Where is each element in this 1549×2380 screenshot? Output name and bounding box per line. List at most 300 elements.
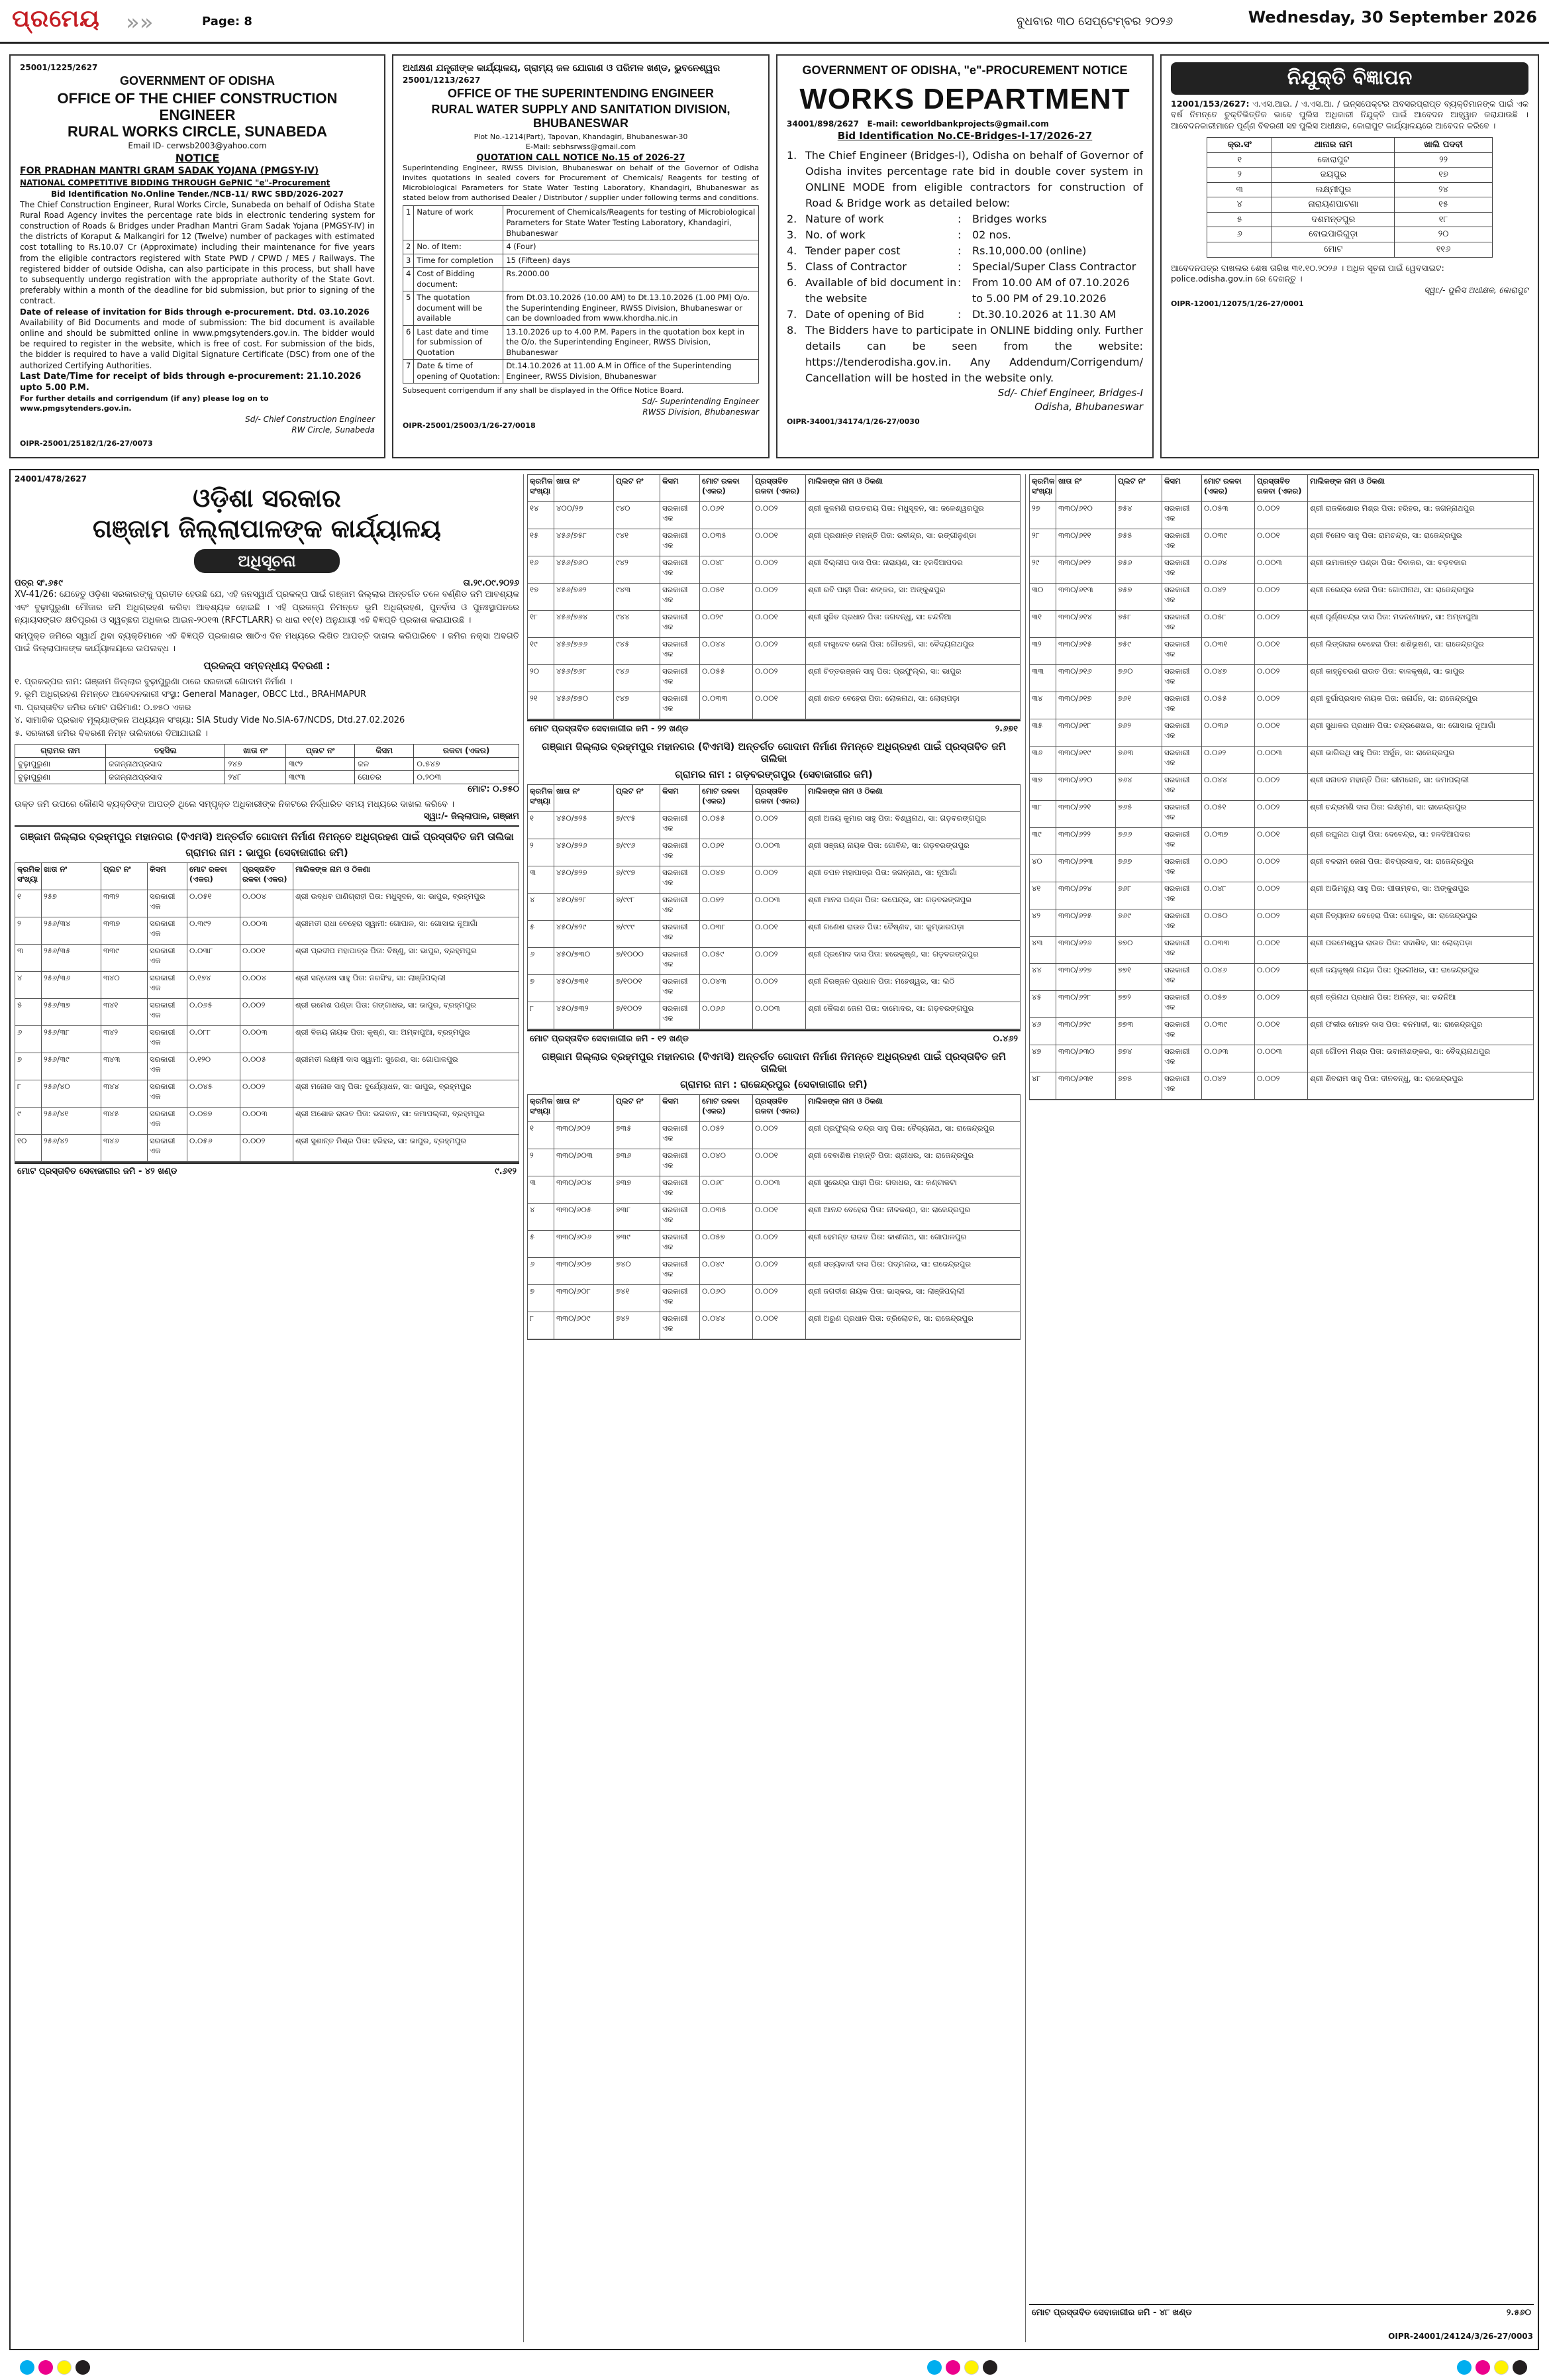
vacancy-header: କ୍ର.ସଂ — [1207, 138, 1272, 153]
proposed-area-cell: ୦.୦୦୨ — [753, 665, 806, 692]
ganjam-column-2 — [527, 474, 1021, 2342]
proposed-area-cell: ୦.୦୦୨ — [240, 1135, 293, 1161]
table-row — [528, 611, 1020, 638]
owner-cell: ଶ୍ରୀ ସନ୍ତୋଷ ସାହୁ ପିତା: ନରସିଂହ, ସା: ଲାଞ୍ଜିପଲ୍ଲୀ — [295, 972, 446, 982]
ganjam-signature: ସ୍ୱା:/- ଜିଲ୍ଲାପାଳ, ଗଞ୍ଜାମ — [423, 811, 519, 821]
proposed-area-cell: ୦.୦୦୩ — [753, 894, 806, 920]
wd-item-num: 4. — [787, 244, 797, 258]
owner-cell: ଶ୍ରୀ ତ୍ରିନାଥ ପ୍ରଧାନ ପିତା: ଅନନ୍ତ, ସା: ଚନ୍ଦନିଆ — [1310, 992, 1456, 1002]
wd-item-num: 6. — [787, 276, 797, 289]
owner-cell: ଶ୍ରୀମତୀ ଲକ୍ଷ୍ମୀ ଦାସ ସ୍ୱାମୀ: ସୁରେଶ, ସା: ଗୋପାଳପୁର — [295, 1054, 458, 1064]
land-header-cell: ଖାତା ନଂ — [42, 863, 101, 890]
small-table-cell: ୩୯୨ — [285, 758, 354, 771]
quotation-value: 4 (Four) — [503, 240, 759, 254]
ganjam-list-title: ଗଞ୍ଜାମ ଜିଲ୍ଲାର ବ୍ରହ୍ମପୁର ମହାନଗର (ବିଏମସି) ଅନ୍ତର୍ଗତ ଗୋଦାମ ନିର୍ମାଣ ନିମନ୍ତେ ଅଧିଗ୍ରହଣ ପାଇଁ ପ୍ରସ୍ତାବିତ ଜମି ତାଲିକା — [15, 825, 519, 843]
quotation-value: 15 (Fifteen) days — [503, 254, 759, 268]
column-divider — [1025, 474, 1026, 2342]
wd-item-key: No. of work — [805, 229, 866, 242]
notice-oipr: OIPR-25001/25182/1/26-27/0073 — [20, 439, 153, 448]
table-row — [528, 665, 1020, 692]
land-header-cell: ମୋଟ ରକବା (ଏକର) — [1202, 475, 1255, 501]
owner-cell: ଶ୍ରୀ କାହ୍ନୁଚରଣ ରାଉତ ପିତା: ବାଳକୃଷ୍ଣ, ସା: ଭାପୁର — [1310, 666, 1464, 676]
kisam-cell: ସରକାରୀ ଏକ — [1162, 1018, 1202, 1045]
total-area-cell: ୦.୦୩୯ — [1202, 1018, 1255, 1045]
registration-cyan — [1457, 2360, 1472, 2375]
vacancy-cell: ଜୟପୁର — [1272, 168, 1395, 183]
serial-cell: ୩୬ — [1030, 747, 1056, 773]
land-table-header — [528, 475, 1020, 502]
vacancy-cell: ବୋଇପାରିଗୁଡ଼ା — [1272, 227, 1395, 242]
land-header-cell: ପ୍ରସ୍ତାବିତ ରକବା (ଏକର) — [240, 863, 293, 890]
small-table-cell: ୨୪୮ — [225, 771, 285, 784]
table-row — [528, 975, 1020, 1002]
total-area-cell: ୦.୦୫୫ — [700, 665, 753, 692]
serial-cell: ୨୦ — [528, 665, 554, 692]
mid-subtotal-label: ମୋଟ ପ୍ରସ୍ତାବିତ ସେବାଜାଗୀର ଜମି - ୨୨ ଖଣ୍ଡ — [530, 724, 689, 734]
notice-body: Superintending Engineer, RWSS Division, Bhubaneswar on behalf of the Governor of Odisha invites quotations in sealed covers for Procurement of Chemicals/ Reagents for testing of Microbiological Parameters for State Water Testing Laboratory, Khandagiri, Bhubaneswar as stated below from authorised Dealer / Distributor / supplier under following terms and conditions. — [403, 164, 760, 202]
serial-cell: ୧୪ — [528, 502, 554, 529]
owner-cell: ଶ୍ରୀ କୈଳାଶ ଜେନା ପିତା: ଦାମୋଦର, ସା: ଗଡ଼ବରଙ୍ଗପୁର — [808, 1004, 974, 1013]
total-area-cell: ୦.୦୪୯ — [700, 1258, 753, 1284]
mid-table-1 — [527, 474, 1021, 720]
owner-cell: ଶ୍ରୀ ସୁଶାନ୍ତ ମିଶ୍ର ପିତା: ହରିହର, ସା: ଭାପୁର, ବ୍ରହ୍ମପୁର — [295, 1135, 466, 1145]
vacancy-row — [1207, 212, 1493, 227]
total-area-cell: ୦.୦୩୩ — [700, 692, 753, 719]
vacancy-cell: ମୋଟ — [1272, 242, 1395, 257]
owner-cell: ଶ୍ରୀ ସୁଜିତ ପ୍ରଧାନ ପିତା: ଜଗବନ୍ଧୁ, ସା: ଚନ୍ଦନିଆ — [808, 612, 952, 621]
khata-cell: ୪୫୬/୭୬୬ — [554, 638, 614, 664]
kisam-cell: ସରକାରୀ ଏକ — [660, 975, 700, 1002]
table-row — [15, 1108, 519, 1135]
total-area-cell: ୦.୦୪୪ — [1202, 774, 1255, 800]
khata-cell: ୩୩୦/୬୦୨ — [554, 1122, 614, 1149]
owner-cell: ଶ୍ରୀ ଦୁର୍ଗାପ୍ରସାଦ ନାୟକ ପିତା: ଜନାର୍ଦ୍ଦନ, ସା: ରାଜେନ୍ଦ୍ରପୁର — [1310, 694, 1478, 703]
plot-cell: ୩୩୨ — [101, 890, 148, 917]
small-table-cell: ୩୯୩ — [285, 771, 354, 784]
khata-cell: ୨୫୬/୪୨ — [42, 1135, 101, 1161]
quotation-key: Nature of work — [414, 206, 503, 240]
quotation-key: Cost of Bidding document: — [414, 268, 503, 291]
table-row — [528, 948, 1020, 975]
total-area-cell: ୦.୦୫୧ — [1202, 801, 1255, 827]
vacancy-cell: ୬ — [1207, 227, 1272, 242]
total-area-cell: ୦.୦୩୫ — [700, 1204, 753, 1230]
wd-item-colon: : — [958, 276, 962, 289]
owner-cell: ଶ୍ରୀ ଜଗଦୀଶ ନାୟକ ପିତା: ଭାସ୍କର, ସା: ଲାଞ୍ଜିପଲ୍ଲୀ — [808, 1286, 965, 1296]
total-area-cell: ୦.୦୬୧ — [700, 839, 753, 866]
notice-body: ଏ.ଏସ.ଆଇ. / ଏ.ଏସ.ଆ. / ଇନ୍ସପେକ୍ଟର ଅବସରପ୍ରାପ୍ତ ବ୍ୟକ୍ତିମାନଙ୍କ ପାଇଁ ଏକ ବର୍ଷ ନିମନ୍ତେ ଚୁକ୍ତିଭିତ୍ତିକ ଭାବେ ପୁଲିସ ଅଧିକାରୀ ନିଯୁକ୍ତି ପାଇଁ ଆବେଦନ ଆହ୍ୱାନ କରାଯାଉଛି । ଆବେଦନକାରୀମାନେ ପୂର୍ଣ୍ଣ ବିବରଣୀ ସହ ପୁଲିସ ଅଧୀକ୍ଷକ, କୋରାପୁଟ କାର୍ଯ୍ୟାଳୟରେ ଆବେଦନ କରିବେ । — [1171, 98, 1528, 131]
small-table-cell: ଗୋଚର — [355, 771, 414, 784]
serial-cell: ୨ — [528, 839, 554, 866]
serial-cell: ୩୩ — [1030, 665, 1056, 692]
proposed-area-cell: ୦.୦୦୨ — [240, 999, 293, 1025]
notice-recruitment — [1160, 54, 1539, 458]
ganjam-section-head: ପ୍ରକଳ୍ପ ସମ୍ବନ୍ଧୀୟ ବିବରଣୀ : — [203, 659, 330, 672]
serial-cell: ୩ — [15, 945, 42, 971]
proposed-area-cell: ୦.୦୦୨ — [753, 1285, 806, 1312]
notice-subsequent: Subsequent corrigendum if any shall be displayed in the Office Notice Board. — [403, 386, 684, 395]
ganjam-point: ୫. ସରକାରୀ ଜମିର ବିବରଣୀ ନିମ୍ନ ତାଲିକାରେ ଦିଆଯାଇଛି । — [15, 728, 208, 739]
proposed-area-cell: ୦.୦୦୨ — [1255, 665, 1308, 692]
quotation-row — [403, 325, 759, 360]
notice-works-department — [776, 54, 1154, 458]
wd-item-key: Class of Contractor — [805, 260, 907, 274]
notice-signature-office: Odisha, Bhubaneswar — [1034, 400, 1143, 413]
wd-item-num: 2. — [787, 213, 797, 226]
owner-cell: ଶ୍ରୀ ହେମନ୍ତ ରାଉତ ପିତା: କାଶୀନାଥ, ସା: ଗୋପାଳପୁର — [808, 1232, 967, 1241]
wd-item-value: From 10.00 AM of 07.10.2026 to 5.00 PM of 29.10.2026 — [972, 276, 1130, 305]
ganjam-small-total: ମୋଟ: ୦.୭୫୦ — [468, 784, 519, 795]
quotation-value: Procurement of Chemicals/Reagents for testing of Microbiological Parameters for State Water Testing Laboratory, Khandagiri, Bhubaneswar — [503, 206, 759, 240]
quotation-key: The quotation document will be available — [414, 291, 503, 326]
land-header-cell: ପ୍ଲଟ ନଂ — [614, 475, 660, 501]
kisam-cell: ସରକାରୀ ଏକ — [660, 665, 700, 692]
serial-cell: ୧ — [528, 1122, 554, 1149]
land-header-cell: କିସମ — [660, 1095, 700, 1121]
serial-cell: ୫ — [15, 999, 42, 1025]
khata-cell: ୨୫୬/୩୯ — [42, 1053, 101, 1080]
small-table-cell: ବୁଢ଼ାପୁରୁଣା — [15, 771, 106, 784]
vacancy-header: ଥାନାର ନାମ — [1272, 138, 1395, 153]
serial-cell: ୪୭ — [1030, 1045, 1056, 1072]
owner-cell: ଶ୍ରୀ ଦେବାଶିଷ ମହାନ୍ତି ପିତା: ଶ୍ରୀଧର, ସା: ରାଜେନ୍ଦ୍ରପୁର — [808, 1151, 974, 1160]
registration-black — [75, 2360, 90, 2375]
mid-subtotal2-value: ୦.୪୬୨ — [993, 1034, 1018, 1044]
registration-yellow — [1494, 2360, 1509, 2375]
notice-availability: Availability of Bid Documents and mode of submission: The bid document is available online and should be submitted online in www.pmgsytenders.gov.in. The bidder would be required to register in the website, which is free of cost. For submission of the bids, the bidder is required to have a valid Digital Signature Certificate (DSC) from one of the authorized Certifying Authorities. — [20, 317, 375, 370]
plot-cell: ୭୪୦ — [614, 1258, 660, 1284]
owner-cell: ଶ୍ରୀ ସୁଧାକର ପ୍ରଧାନ ପିତା: ଚନ୍ଦ୍ରଶେଖର, ସା: ଗୋସାଇ ନୂଆଗାଁ — [1310, 721, 1496, 730]
kisam-cell: ସରକାରୀ ଏକ — [1162, 855, 1202, 882]
owner-cell: ଶ୍ରୀ ନିତ୍ୟାନନ୍ଦ ବେହେରା ପିତା: ଗୋକୁଳ, ସା: ରାଜେନ୍ଦ୍ରପୁର — [1310, 911, 1477, 920]
proposed-area-cell: ୦.୦୦୧ — [1255, 719, 1308, 746]
kisam-cell: ସରକାରୀ ଏକ — [660, 584, 700, 610]
owner-cell: ଶ୍ରୀ ପ୍ରଫୁଲ୍ଲ ଚନ୍ଦ୍ର ସାହୁ ପିତା: ବୈଦ୍ୟନାଥ, ସା: ରାଜେନ୍ଦ୍ରପୁର — [808, 1123, 995, 1133]
proposed-area-cell: ୦.୦୦୨ — [753, 556, 806, 583]
small-table-cell: ଜଗନ୍ନାଥପ୍ରସାଦ — [106, 771, 225, 784]
proposed-area-cell: ୦.୦୦୫ — [240, 1053, 293, 1080]
mid-village3: ଗ୍ରାମର ନାମ : ରାଜେନ୍ଦ୍ରପୁର (ସେବାଜାଗୀର ଜମି) — [680, 1078, 868, 1090]
quotation-no: 1 — [403, 206, 414, 240]
proposed-area-cell: ୦.୦୦୩ — [1255, 747, 1308, 773]
land-header-cell: କିସମ — [148, 863, 187, 890]
serial-cell: ୩୭ — [1030, 774, 1056, 800]
land-header-cell: ପ୍ଲଟ ନଂ — [101, 863, 148, 890]
proposed-area-cell: ୦.୦୦୩ — [240, 917, 293, 944]
table-row — [528, 584, 1020, 611]
notice-bid-id: Bid Identification No.Online Tender./NCB-11/ RWC SBD/2026-2027 — [51, 189, 344, 199]
total-area-cell: ୦.୦୬୦ — [700, 1285, 753, 1312]
owner-cell: ଶ୍ରୀ ତପନ ମହାପାତ୍ର ପିତା: ଜଗନ୍ନାଥ, ସା: ନୂଆଗାଁ — [808, 868, 957, 877]
khata-cell: ୩୩୦/୬୨୯ — [1056, 1018, 1116, 1045]
khata-cell: ୩୩୦/୬୦୬ — [554, 1231, 614, 1257]
owner-cell: ଶ୍ରୀ ଚନ୍ଦ୍ରମଣି ଦାସ ପିତା: ଲକ୍ଷ୍ମଣ, ସା: ରାଜେନ୍ଦ୍ରପୁର — [1310, 802, 1467, 811]
total-area-cell: ୦.୦୫୩ — [1202, 502, 1255, 529]
proposed-area-cell: ୦.୦୦୪ — [240, 890, 293, 917]
vacancy-cell: ୧୫ — [1395, 197, 1493, 213]
table-row — [15, 1080, 519, 1108]
khata-cell: ୨୫୬/୩୪ — [42, 917, 101, 944]
ganjam-closing: ଉକ୍ତ ଜମି ଉପରେ କୌଣସି ବ୍ୟକ୍ତିଙ୍କ ଆପତ୍ତି ଥିଲେ ସମ୍ପୃକ୍ତ ଅଧିକାରୀଙ୍କ ନିକଟରେ ନିର୍ଦ୍ଧାରିତ ସମୟ ମଧ୍ୟରେ ଦାଖଲ କରିବେ । — [15, 800, 454, 810]
total-area-cell: ୦.୦୬୮ — [700, 1176, 753, 1203]
plot-cell: ୩୪୨ — [101, 1026, 148, 1053]
kisam-cell: ସରକାରୀ ଏକ — [660, 502, 700, 529]
wd-item — [787, 307, 1143, 323]
total-area-cell: ୦.୦୪୨ — [1202, 1072, 1255, 1099]
plot-cell: ୭୭୨ — [1116, 991, 1162, 1017]
land-header-cell: ମାଲିକଙ୍କ ନାମ ଓ ଠିକଣା — [808, 476, 883, 486]
total-area-cell: ୦.୦୬୩ — [1202, 1045, 1255, 1072]
owner-cell: ଶ୍ରୀ ଅରୁଣ ପ୍ରଧାନ ପିତା: ତ୍ରିଲୋଚନ, ସା: ରାଜେନ୍ଦ୍ରପୁର — [808, 1314, 974, 1323]
total-area-cell: ୦.୦୩୧ — [1202, 638, 1255, 664]
kisam-cell: ସରକାରୀ ଏକ — [148, 1108, 187, 1134]
quotation-value: from Dt.03.10.2026 (10.00 AM) to Dt.13.10.2026 (1.00 PM) O/o. the Superintending Engineer, RWSS Division, Bhubaneswar or can be downloaded from www.khordha.nic.in — [503, 291, 759, 326]
land-table-header — [15, 863, 519, 890]
khata-cell: ୪୫୬/୭୭୦ — [554, 692, 614, 719]
owner-cell: ଶ୍ରୀ ସତ୍ୟବାଦୀ ଦାସ ପିତା: ପଦ୍ମନାଭ, ସା: ରାଜେନ୍ଦ୍ରପୁର — [808, 1259, 972, 1268]
plot-cell: ୭/୯୯୭ — [614, 866, 660, 893]
serial-cell: ୬ — [528, 1258, 554, 1284]
khata-cell: ୩୩୦/୬୦୯ — [554, 1312, 614, 1339]
owner-cell: ଶ୍ରୀ ଦିଲ୍ଲୀପ ଦାସ ପିତା: ନାରାୟଣ, ସା: ହଳଦିଆପଦର — [808, 558, 963, 567]
plot-cell: ୩୪୧ — [101, 999, 148, 1025]
total-area-cell: ୦.୦୬୦ — [1202, 855, 1255, 882]
notice-email: E-Mail: sebhsrwss@gmail.com — [525, 142, 636, 151]
total-area-cell: ୦.୦୭୨ — [700, 894, 753, 920]
quotation-key: No. of Item: — [414, 240, 503, 254]
right-total-row — [1029, 2304, 1534, 2320]
plot-cell: ୭୬୩ — [1116, 747, 1162, 773]
column-divider — [523, 474, 524, 2342]
small-table-header: ତହସିଲ — [106, 745, 225, 758]
plot-cell: ୭/୯୯୮ — [614, 894, 660, 920]
total-area-cell: ୦.୦୩୩ — [1202, 937, 1255, 963]
table-row — [528, 894, 1020, 921]
plot-cell: ୭୫୪ — [1116, 502, 1162, 529]
owner-cell: ଶ୍ରୀ ଉମାକାନ୍ତ ପଣ୍ଡା ପିତା: ଦିବାକର, ସା: ବଡ଼ବଜାର — [1310, 558, 1467, 567]
khata-cell: ୩୩୦/୬୩୧ — [1056, 1072, 1116, 1099]
vacancy-row — [1207, 168, 1493, 183]
land-header-cell: ମାଲିକଙ୍କ ନାମ ଓ ଠିକଣା — [1310, 476, 1385, 486]
mid-list2-title: ଗଞ୍ଜାମ ଜିଲ୍ଲାର ବ୍ରହ୍ମପୁର ମହାନଗର (ବିଏମସି) ଅନ୍ତର୍ଗତ ଗୋଦାମ ନିର୍ମାଣ ନିମନ୍ତେ ଅଧିଗ୍ରହଣ ପାଇଁ ପ୍ରସ୍ତାବିତ ଜମି ତାଲିକା — [542, 741, 1006, 764]
owner-cell: ଶ୍ରୀ ସନାତନ ମହାନ୍ତି ପିତା: ଭୀମସେନ, ସା: କମାପଲ୍ଲୀ — [1310, 775, 1470, 784]
serial-cell: ୨୯ — [1030, 556, 1056, 583]
vacancy-row — [1207, 242, 1493, 257]
owner-cell: ଶ୍ରୀ ବିନୋଦ ସାହୁ ପିତା: ରାମଚନ୍ଦ୍ର, ସା: ରାଜେନ୍ଦ୍ରପୁର — [1310, 531, 1462, 540]
proposed-area-cell: ୦.୦୦୨ — [1255, 991, 1308, 1017]
vacancy-row — [1207, 152, 1493, 168]
kisam-cell: ସରକାରୀ ଏକ — [148, 999, 187, 1025]
proposed-area-cell: ୦.୦୦୨ — [1255, 964, 1308, 990]
notice-oipr: OIPR-34001/34174/1/26-27/0030 — [787, 417, 920, 426]
serial-cell: ୪୨ — [1030, 909, 1056, 936]
date-odia: ବୁଧବାର ୩୦ ସେପ୍ଟେମ୍ବର ୨୦୨୬ — [1017, 15, 1174, 28]
table-row — [528, 1258, 1020, 1285]
proposed-area-cell: ୦.୦୦୨ — [753, 812, 806, 839]
proposed-area-cell: ୦.୦୦୩ — [240, 1026, 293, 1053]
vacancy-cell: ୫ — [1207, 212, 1272, 227]
plot-cell: ୩୪୦ — [101, 972, 148, 998]
total-area-cell: ୦.୦୫୯ — [700, 948, 753, 974]
notice-oipr: OIPR-25001/25003/1/26-27/0018 — [403, 421, 536, 431]
khata-cell: ୩୩୦/୬୧୧ — [1056, 529, 1116, 556]
owner-cell: ଶ୍ରୀ କୁଳମଣି ରାଉତରାୟ ପିତା: ମଧୁସୂଦନ, ସା: ଜଳେଶ୍ୱରପୁର — [808, 503, 984, 513]
total-area-cell: ୦.୦୪୪ — [700, 1312, 753, 1339]
kisam-cell: ସରକାରୀ ଏକ — [660, 921, 700, 947]
notice-scheme: FOR PRADHAN MANTRI GRAM SADAK YOJANA (PMGSY-IV) — [20, 166, 319, 177]
notice-oipr: OIPR-12001/12075/1/26-27/0001 — [1171, 299, 1304, 309]
kisam-cell: ସରକାରୀ ଏକ — [660, 1204, 700, 1230]
proposed-area-cell: ୦.୦୦୧ — [1255, 638, 1308, 664]
serial-cell: ୬ — [528, 948, 554, 974]
notice-further: For further details and corrigendum (if any) please log on to www.pmgsytenders.gov.in. — [20, 393, 269, 413]
plot-cell: ୭୭୪ — [1116, 1045, 1162, 1072]
kisam-cell: ସରକାରୀ ଏକ — [660, 894, 700, 920]
small-table-header: ଗ୍ରାମର ନାମ — [15, 745, 106, 758]
notice-release: Date of release of invitation for Bids through e-procurement. Dtd. 03.10.2026 — [20, 307, 370, 317]
serial-cell: ୪୩ — [1030, 937, 1056, 963]
khata-cell: ୨୫୬/୩୭ — [42, 999, 101, 1025]
wd-item — [787, 243, 1143, 259]
vacancy-cell: ୧୧୬ — [1395, 242, 1493, 257]
notice-head: ନିଯୁକ୍ତି ବିଜ୍ଞାପନ — [1171, 62, 1528, 95]
plot-cell: ୯୪୭ — [614, 692, 660, 719]
plot-cell: ୩୪୪ — [101, 1080, 148, 1107]
quotation-value: Rs.2000.00 — [503, 268, 759, 291]
land-header-cell: ଖାତା ନଂ — [554, 1095, 614, 1121]
vacancy-cell: ୩ — [1207, 182, 1272, 197]
khata-cell: ୩୩୦/୬୨୩ — [1056, 855, 1116, 882]
table-row — [1030, 692, 1533, 719]
owner-cell: ଶ୍ରୀ ଅଭିମନ୍ୟୁ ସାହୁ ପିତା: ପୀତାମ୍ବର, ସା: ଅଙ୍କୁଶପୁର — [1310, 884, 1470, 893]
kisam-cell: ସରକାରୀ ଏକ — [148, 945, 187, 971]
proposed-area-cell: ୦.୦୦୨ — [753, 866, 806, 893]
khata-cell: ୪୫୬/୭୬୦ — [554, 556, 614, 583]
proposed-area-cell: ୦.୦୦୧ — [753, 611, 806, 637]
quotation-no: 4 — [403, 268, 414, 291]
total-area-cell: ୦.୦୫୨ — [700, 1122, 753, 1149]
total-area-cell: ୦.୦୬୨ — [1202, 747, 1255, 773]
land-table-header — [1030, 475, 1533, 502]
table-row — [528, 1176, 1020, 1204]
registration-magenta — [38, 2360, 53, 2375]
owner-cell: ଶ୍ରୀ ଅଜୟ କୁମାର ସାହୁ ପିତା: ବିଶ୍ୱନାଥ, ସା: ଗଡ଼ବରଙ୍ଗପୁର — [808, 813, 986, 823]
khata-cell: ୩୩୦/୬୧୩ — [1056, 584, 1116, 610]
ganjam-point: ୪. ସାମାଜିକ ପ୍ରଭାବ ମୂଲ୍ୟାଙ୍କନ ଅଧ୍ୟୟନ ସଂଖ୍ୟା: SIA Study Vide No.SIA-67/NCDS, Dtd.27.02.2026 — [15, 715, 405, 726]
notice-address: Plot No.-1214(Part), Tapovan, Khandagiri, Bhubaneswar-30 — [474, 132, 688, 141]
kisam-cell: ସରକାରୀ ଏକ — [1162, 882, 1202, 909]
table-row — [15, 945, 519, 972]
table-row — [528, 1204, 1020, 1231]
chevron-icon: »» — [126, 9, 154, 36]
notice-qn: QUOTATION CALL NOTICE No.15 of 2026-27 — [476, 152, 685, 163]
land-header-cell: ପ୍ରସ୍ତାବିତ ରକବା (ଏକର) — [1255, 475, 1308, 501]
plot-cell: ୩୩୯ — [101, 945, 148, 971]
owner-cell: ଶ୍ରୀ ଆନନ୍ଦ ବେହେରା ପିତା: ନୀଳକଣ୍ଠ, ସା: ରାଜେନ୍ଦ୍ରପୁର — [808, 1205, 971, 1214]
plot-cell: ୯୪୦ — [614, 502, 660, 529]
plot-cell: ୭୭୦ — [1116, 937, 1162, 963]
registration-yellow — [57, 2360, 72, 2375]
ganjam-letter-no: ପତ୍ର ସଂ.୬୫୯ — [15, 578, 63, 589]
wd-item-8: 8. The Bidders have to participate in ONLINE bidding only. Further details can be seen from the website: https://tenderodisha.gov.in. Any Addendum/Corrigendum/ Cancellation will be hosted in the website only. — [787, 324, 1143, 385]
khata-cell: ୪୫୬/୭୫୮ — [554, 529, 614, 556]
table-row — [15, 972, 519, 999]
table-row — [1030, 828, 1533, 855]
notice-ref: 25001/1225/2627 — [20, 63, 98, 72]
land-header-cell: ମାଲିକଙ୍କ ନାମ ଓ ଠିକଣା — [295, 864, 371, 874]
proposed-area-cell: ୦.୦୦୨ — [1255, 882, 1308, 909]
plot-cell: ୯୪୨ — [614, 556, 660, 583]
serial-cell: ୪ — [15, 972, 42, 998]
owner-cell: ଶ୍ରୀ ନିରଞ୍ଜନ ପ୍ରଧାନ ପିତା: ମହେଶ୍ୱର, ସା: ଲଠି — [808, 976, 955, 986]
kisam-cell: ସରକାରୀ ଏକ — [1162, 611, 1202, 637]
total-area-cell: ୦.୦୫୭ — [700, 1231, 753, 1257]
serial-cell: ୧୦ — [15, 1135, 42, 1161]
wd-item-key: Date of opening of Bid — [805, 308, 924, 321]
khata-cell: ୩୩୦/୬୨୭ — [1056, 964, 1116, 990]
khata-cell: ୩୩୦/୬୦୩ — [554, 1149, 614, 1176]
total-area-cell: ୦.୦୪୨ — [1202, 584, 1255, 610]
serial-cell: ୪୫ — [1030, 991, 1056, 1017]
serial-cell: ୨୭ — [1030, 502, 1056, 529]
plot-cell: ୯୪୪ — [614, 611, 660, 637]
notice-odia-head: ଅଧୀକ୍ଷଣ ଯନ୍ତ୍ରୀଙ୍କ କାର୍ଯ୍ୟାଳୟ, ଗ୍ରାମ୍ୟ ଜଳ ଯୋଗାଣ ଓ ପରିମଳ ଖଣ୍ଡ, ଭୁବନେଶ୍ୱର — [403, 63, 721, 74]
plot-cell: ୭୫୬ — [1116, 556, 1162, 583]
total-area-cell: ୦.୦୪୫ — [187, 1080, 240, 1107]
vacancy-cell: ଦଶମନ୍ତପୁର — [1272, 212, 1395, 227]
serial-cell: ୭ — [15, 1053, 42, 1080]
table-row — [1030, 556, 1533, 584]
notice-note: ଆବେଦନପତ୍ର ଦାଖଲର ଶେଷ ତାରିଖ ୩୧.୧୦.୨୦୨୬ । ଅଧିକ ସୂଚନା ପାଇଁ ୱେବସାଇଟ: police.odisha.gov.in ରେ ଦେଖନ୍ତୁ । — [1171, 262, 1444, 284]
small-table-header: କିସମ — [355, 745, 414, 758]
total-area-cell: ୦.୦୫୮ — [1202, 611, 1255, 637]
notice-ncb: NATIONAL COMPETITIVE BIDDING THROUGH GePNIC "e"-Procurement — [20, 178, 330, 188]
mid-list3-title: ଗଞ୍ଜାମ ଜିଲ୍ଲାର ବ୍ରହ୍ମପୁର ମହାନଗର (ବିଏମସି) ଅନ୍ତର୍ଗତ ଗୋଦାମ ନିର୍ମାଣ ନିମନ୍ତେ ଅଧିଗ୍ରହଣ ପାଇଁ ପ୍ରସ୍ତାବିତ ଜମି ତାଲିକା — [542, 1051, 1006, 1074]
kisam-cell: ସରକାରୀ ଏକ — [660, 839, 700, 866]
table-row — [15, 1053, 519, 1080]
small-table-cell: ଜଳ — [355, 758, 414, 771]
notice-cce-sunabeda — [9, 54, 385, 458]
notice-ref: 12001/153/2627: — [1171, 98, 1250, 109]
plot-cell: ୩୪୫ — [101, 1108, 148, 1134]
proposed-area-cell: ୦.୦୦୨ — [753, 638, 806, 664]
quotation-table — [403, 205, 759, 384]
notice-gov: GOVERNMENT OF ODISHA — [119, 74, 275, 88]
plot-cell: ୭୬୨ — [1116, 719, 1162, 746]
mid-village2: ଗ୍ରାମର ନାମ : ଗଡ଼ବରଙ୍ଗପୁର (ସେବାଜାଗୀର ଜମି) — [675, 768, 873, 780]
proposed-area-cell: ୦.୦୦୧ — [753, 1312, 806, 1339]
plot-cell: ୭/୧୦୦୨ — [614, 1002, 660, 1029]
plot-cell: ୭/୧୦୦୦ — [614, 948, 660, 974]
notice-signature: Sd/- Chief Engineer, Bridges-I — [997, 387, 1143, 399]
table-row — [15, 1026, 519, 1053]
land-header-cell: ପ୍ରସ୍ତାବିତ ରକବା (ଏକର) — [753, 1095, 806, 1121]
quotation-no: 3 — [403, 254, 414, 268]
registration-cyan — [927, 2360, 942, 2375]
wd-item-1: 1. The Chief Engineer (Bridges-I), Odisha on behalf of Governor of Odisha invites percentage rate bid in double cover system in ONLINE MODE from eligible contractors for construction of Road & Bridge work as detailed below: — [787, 149, 1143, 210]
owner-cell: ଶ୍ରୀ ଫକୀର ମୋହନ ଦାସ ପିତା: ବନମାଳୀ, ସା: ରାଜେନ୍ଦ୍ରପୁର — [1310, 1019, 1483, 1029]
proposed-area-cell: ୦.୦୦୩ — [753, 1176, 806, 1203]
proposed-area-cell: ୦.୦୦୧ — [1255, 529, 1308, 556]
land-header-cell: ପ୍ରସ୍ତାବିତ ରକବା (ଏକର) — [753, 785, 806, 811]
serial-cell: ୩୫ — [1030, 719, 1056, 746]
khata-cell: ୨୫୬/୩୬ — [42, 972, 101, 998]
wd-item-value: Rs.10,000.00 (online) — [972, 244, 1087, 258]
vacancy-header: ଖାଲି ପଦବୀ — [1395, 138, 1493, 153]
owner-cell: ଶ୍ରୀମତୀ ରାଧା ବେହେରା ସ୍ୱାମୀ: ଗୋପାଳ, ସା: ଗୋସାଇ ନୂଆଗାଁ — [295, 918, 478, 928]
notice-title: NOTICE — [175, 151, 220, 164]
table-row — [1030, 937, 1533, 964]
